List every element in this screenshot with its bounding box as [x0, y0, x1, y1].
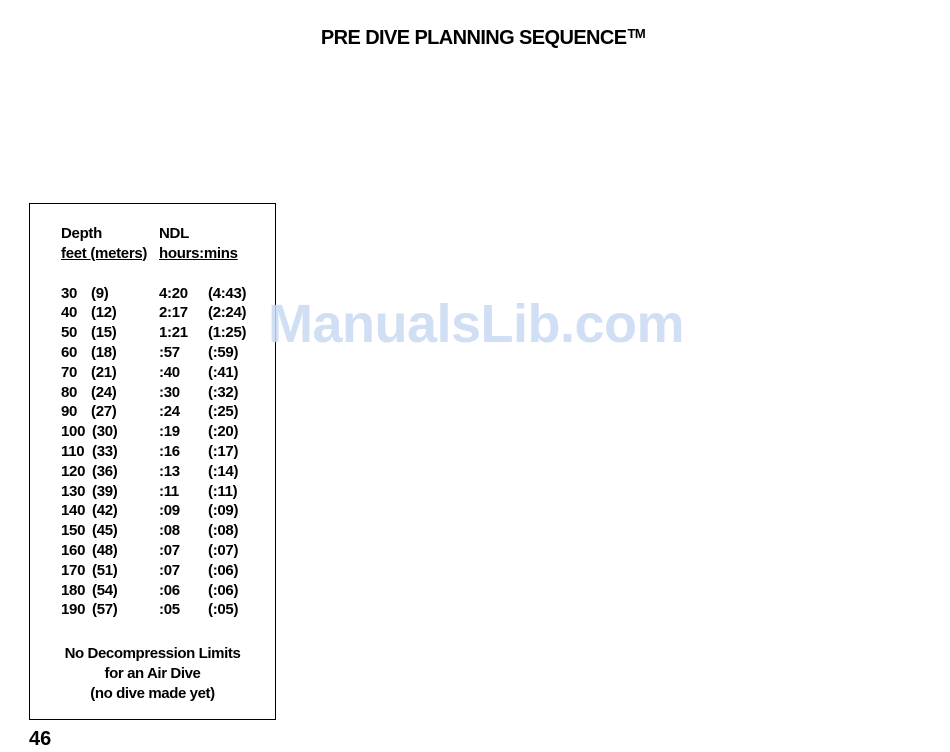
ndl-column-header: NDL — [159, 225, 189, 242]
ndl-cell: :07 — [159, 561, 180, 579]
ndl-cell: :40 — [159, 363, 180, 381]
ndl-cell: :24 — [159, 403, 180, 421]
ndl-table-box — [29, 203, 276, 720]
ndl-metric-cell: (:14) — [208, 462, 239, 480]
ndl-metric-cell: (4:43) — [208, 284, 247, 302]
depth-meters-cell: (57) — [92, 601, 118, 619]
depth-feet-cell: 160 — [61, 541, 86, 559]
depth-feet-cell: 180 — [61, 581, 86, 599]
depth-meters-cell: (18) — [91, 343, 117, 361]
ndl-cell: :06 — [159, 581, 180, 599]
ndl-metric-cell: (:59) — [208, 343, 239, 361]
depth-meters-cell: (30) — [92, 423, 118, 441]
depth-feet-cell: 30 — [61, 284, 78, 302]
depth-units-header: feet (meters) — [61, 244, 148, 262]
ndl-metric-cell: (:41) — [208, 363, 239, 381]
ndl-metric-cell: (:06) — [208, 561, 239, 579]
ndl-metric-cell: (:06) — [208, 581, 239, 599]
depth-feet-cell: 120 — [61, 462, 86, 480]
depth-column-header: Depth — [61, 225, 102, 242]
ndl-metric-cell: (:09) — [208, 502, 239, 520]
depth-meters-cell: (39) — [92, 482, 118, 500]
depth-feet-cell: 90 — [61, 403, 78, 421]
ndl-cell: :19 — [159, 423, 180, 441]
depth-feet-cell: 70 — [61, 363, 78, 381]
depth-meters-cell: (54) — [92, 581, 118, 599]
depth-feet-cell: 110 — [61, 442, 85, 460]
depth-feet-cell: 130 — [61, 482, 86, 500]
ndl-cell: 1:21 — [159, 324, 188, 342]
depth-meters-cell: (48) — [92, 541, 118, 559]
depth-meters-cell: (9) — [91, 284, 109, 302]
ndl-metric-cell: (:25) — [208, 403, 239, 421]
ndl-cell: 4:20 — [159, 284, 188, 302]
watermark: ManualsLib.com — [268, 294, 685, 354]
ndl-cell: :16 — [159, 442, 180, 460]
depth-meters-cell: (36) — [92, 462, 118, 480]
depth-meters-cell: (27) — [91, 403, 117, 421]
ndl-units-header: hours:mins — [159, 244, 238, 262]
ndl-metric-cell: (:11) — [208, 482, 238, 500]
ndl-cell: :13 — [159, 462, 180, 480]
depth-feet-cell: 80 — [61, 383, 78, 401]
ndl-cell: :07 — [159, 541, 180, 559]
ndl-metric-cell: (:20) — [208, 423, 239, 441]
caption-line: (no dive made yet) — [90, 685, 215, 702]
ndl-metric-cell: (:07) — [208, 541, 239, 559]
page-number: 46 — [29, 728, 52, 750]
ndl-cell: :30 — [159, 383, 180, 401]
depth-meters-cell: (21) — [91, 363, 117, 381]
table-caption — [30, 644, 275, 704]
ndl-metric-cell: (:08) — [208, 522, 239, 540]
depth-feet-cell: 40 — [61, 304, 78, 322]
depth-meters-cell: (45) — [92, 522, 118, 540]
ndl-cell: :09 — [159, 502, 180, 520]
caption-line: for an Air Dive — [104, 665, 201, 682]
depth-meters-cell: (33) — [92, 442, 118, 460]
depth-feet-cell: 60 — [61, 343, 78, 361]
caption-line: No Decompression Limits — [64, 645, 241, 662]
ndl-cell: :57 — [159, 343, 180, 361]
page-title-text: PRE DIVE PLANNING SEQUENCE — [320, 27, 627, 49]
ndl-cell: 2:17 — [159, 304, 188, 322]
ndl-cell: :11 — [159, 482, 179, 500]
depth-feet-cell: 100 — [61, 423, 86, 441]
ndl-metric-cell: (2:24) — [208, 304, 247, 322]
depth-meters-cell: (15) — [91, 324, 117, 342]
page-title — [0, 27, 950, 50]
ndl-cell: :08 — [159, 522, 180, 540]
ndl-metric-cell: (:32) — [208, 383, 239, 401]
depth-feet-cell: 150 — [61, 522, 86, 540]
depth-feet-cell: 190 — [61, 601, 86, 619]
depth-feet-cell: 170 — [61, 561, 86, 579]
ndl-cell: :05 — [159, 601, 180, 619]
ndl-metric-cell: (1:25) — [208, 324, 247, 342]
ndl-metric-cell: (:05) — [208, 601, 239, 619]
depth-meters-cell: (12) — [91, 304, 117, 322]
ndl-metric-cell: (:17) — [208, 442, 239, 460]
depth-meters-cell: (24) — [91, 383, 117, 401]
depth-feet-cell: 50 — [61, 324, 78, 342]
depth-feet-cell: 140 — [61, 502, 86, 520]
depth-meters-cell: (42) — [92, 502, 118, 520]
depth-meters-cell: (51) — [92, 561, 118, 579]
trademark-mark: TM — [627, 26, 646, 41]
